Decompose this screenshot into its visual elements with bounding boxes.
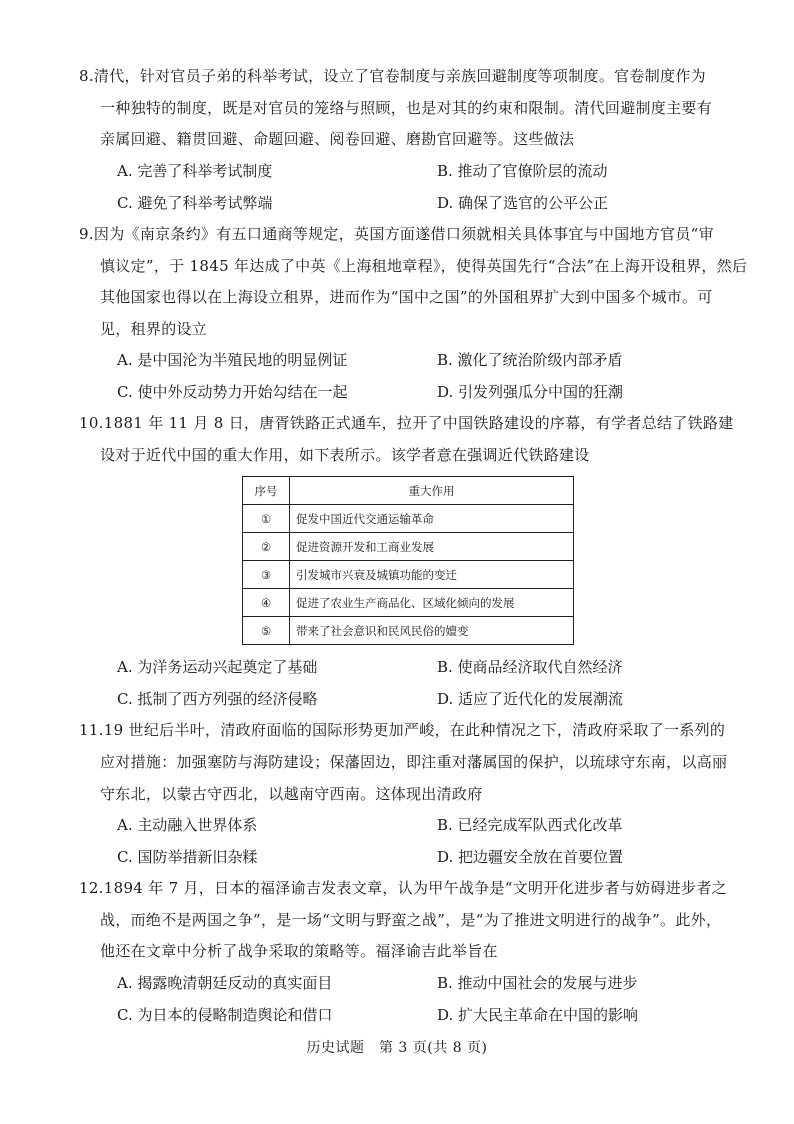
table-header-number: 序号 (243, 477, 290, 505)
question-12-option-c[interactable]: C. 为日本的侵略制造舆论和借口 (117, 1006, 333, 1024)
question-11-number: 11. (79, 721, 104, 739)
table-row (243, 505, 574, 533)
question-11-line-2: 应对措施：加强塞防与海防建设；保藩固边，即注重对藩属国的保护，以琉球守东南，以高丽 (100, 753, 728, 771)
table-cell-number: ⑤ (243, 617, 290, 645)
question-8-option-b[interactable]: B. 推动了官僚阶层的流动 (437, 162, 608, 180)
question-11-option-c[interactable]: C. 国防举措新旧杂糅 (117, 848, 258, 866)
table-cell-effect: 促进了农业生产商品化、区域化倾向的发展 (290, 589, 574, 617)
question-8-option-a[interactable]: A. 完善了科举考试制度 (117, 162, 273, 180)
question-12-line-1: 12.1894 年 7 月，日本的福泽谕吉发表文章，认为甲午战争是“文明开化进步者与妨碍进步者之 (79, 879, 727, 897)
question-9-option-d[interactable]: D. 引发列强瓜分中国的狂潮 (437, 383, 624, 401)
question-9-line-1: 9.因为《南京条约》有五口通商等规定，英国方面遂借口须就相关具体事宜与中国地方官员“审 (79, 225, 714, 243)
question-11-line-3: 守东北，以蒙古守西北，以越南守西南。这体现出清政府 (100, 785, 483, 803)
question-11-option-b[interactable]: B. 已经完成军队西式化改革 (437, 816, 623, 834)
question-10-option-a[interactable]: A. 为洋务运动兴起奠定了基础 (117, 658, 318, 676)
question-8-line-1: 8.清代，针对官员子弟的科举考试，设立了官卷制度与亲族回避制度等项制度。官卷制度作为 (79, 67, 706, 85)
table-cell-number: ② (243, 533, 290, 561)
table-cell-effect: 促进资源开发和工商业发展 (290, 533, 574, 561)
question-11-option-d[interactable]: D. 把边疆安全放在首要位置 (437, 848, 624, 866)
question-11-option-a[interactable]: A. 主动融入世界体系 (117, 816, 258, 834)
question-12-option-a[interactable]: A. 揭露晚清朝廷反动的真实面目 (117, 974, 333, 992)
question-9-option-c[interactable]: C. 使中外反动势力开始勾结在一起 (117, 383, 348, 401)
question-8-number: 8. (79, 67, 94, 85)
question-9-number: 9. (79, 225, 94, 243)
page-footer: 历史试题 第 3 页(共 8 页) (306, 1040, 488, 1056)
table-cell-effect: 带来了社会意识和民风民俗的嬗变 (290, 617, 574, 645)
table-row (243, 617, 574, 645)
table-row (243, 533, 574, 561)
table-cell-number: ③ (243, 561, 290, 589)
table-cell-effect: 引发城市兴衰及城镇功能的变迁 (290, 561, 574, 589)
question-12-option-d[interactable]: D. 扩大民主革命在中国的影响 (437, 1006, 639, 1024)
question-10-option-c[interactable]: C. 抵制了西方列强的经济侵略 (117, 690, 318, 708)
question-9-option-a[interactable]: A. 是中国沦为半殖民地的明显例证 (117, 351, 348, 369)
table-row (243, 561, 574, 589)
question-12-number: 12. (79, 879, 104, 897)
question-10-option-d[interactable]: D. 适应了近代化的发展潮流 (437, 690, 624, 708)
table-row (243, 589, 574, 617)
question-9-line-3: 其他国家也得以在上海设立租界，进而作为“国中之国”的外国租界扩大到中国多个城市。可 (100, 288, 713, 306)
question-9-line-4: 见，租界的设立 (100, 320, 208, 338)
question-8-option-c[interactable]: C. 避免了科举考试弊端 (117, 194, 273, 212)
table-header-effect: 重大作用 (290, 477, 574, 505)
table-cell-number: ④ (243, 589, 290, 617)
question-10-line-2: 设对于近代中国的重大作用，如下表所示。该学者意在强调近代铁路建设 (100, 446, 590, 464)
question-9-option-b[interactable]: B. 激化了统治阶级内部矛盾 (437, 351, 623, 369)
question-9-line-2: 慎议定”，于 1845 年达成了中英《上海租地章程》，使得英国先行“合法”在上海开设租界，然后 (100, 257, 748, 275)
question-8-option-d[interactable]: D. 确保了选官的公平公正 (437, 194, 609, 212)
question-10-number: 10. (79, 414, 104, 432)
question-10-option-b[interactable]: B. 使商品经济取代自然经济 (437, 658, 623, 676)
question-11-line-1: 11.19 世纪后半叶，清政府面临的国际形势更加严峻，在此种情况之下，清政府采取了一系列的 (79, 721, 726, 739)
railway-effects-table (242, 476, 574, 645)
question-8-line-3: 亲属回避、籍贯回避、命题回避、阅卷回避、磨勘官回避等。这些做法 (100, 130, 575, 148)
question-12-line-2: 战，而绝不是两国之争”，是一场“文明与野蛮之战”，是“为了推进文明进行的战争”。此外， (100, 911, 722, 929)
question-12-option-b[interactable]: B. 推动中国社会的发展与进步 (437, 974, 638, 992)
table-header-row (243, 477, 574, 505)
question-12-line-3: 他还在文章中分析了战争采取的策略等。福泽谕吉此举旨在 (100, 942, 498, 960)
table-cell-number: ① (243, 505, 290, 533)
question-10-line-1: 10.1881 年 11 月 8 日，唐胥铁路正式通车，拉开了中国铁路建设的序幕，有学者总结了铁路建 (79, 414, 734, 432)
question-8-line-2: 一种独特的制度，既是对官员的笼络与照顾，也是对其的约束和限制。清代回避制度主要有 (100, 99, 713, 117)
table-cell-effect: 促发中国近代交通运输革命 (290, 505, 574, 533)
